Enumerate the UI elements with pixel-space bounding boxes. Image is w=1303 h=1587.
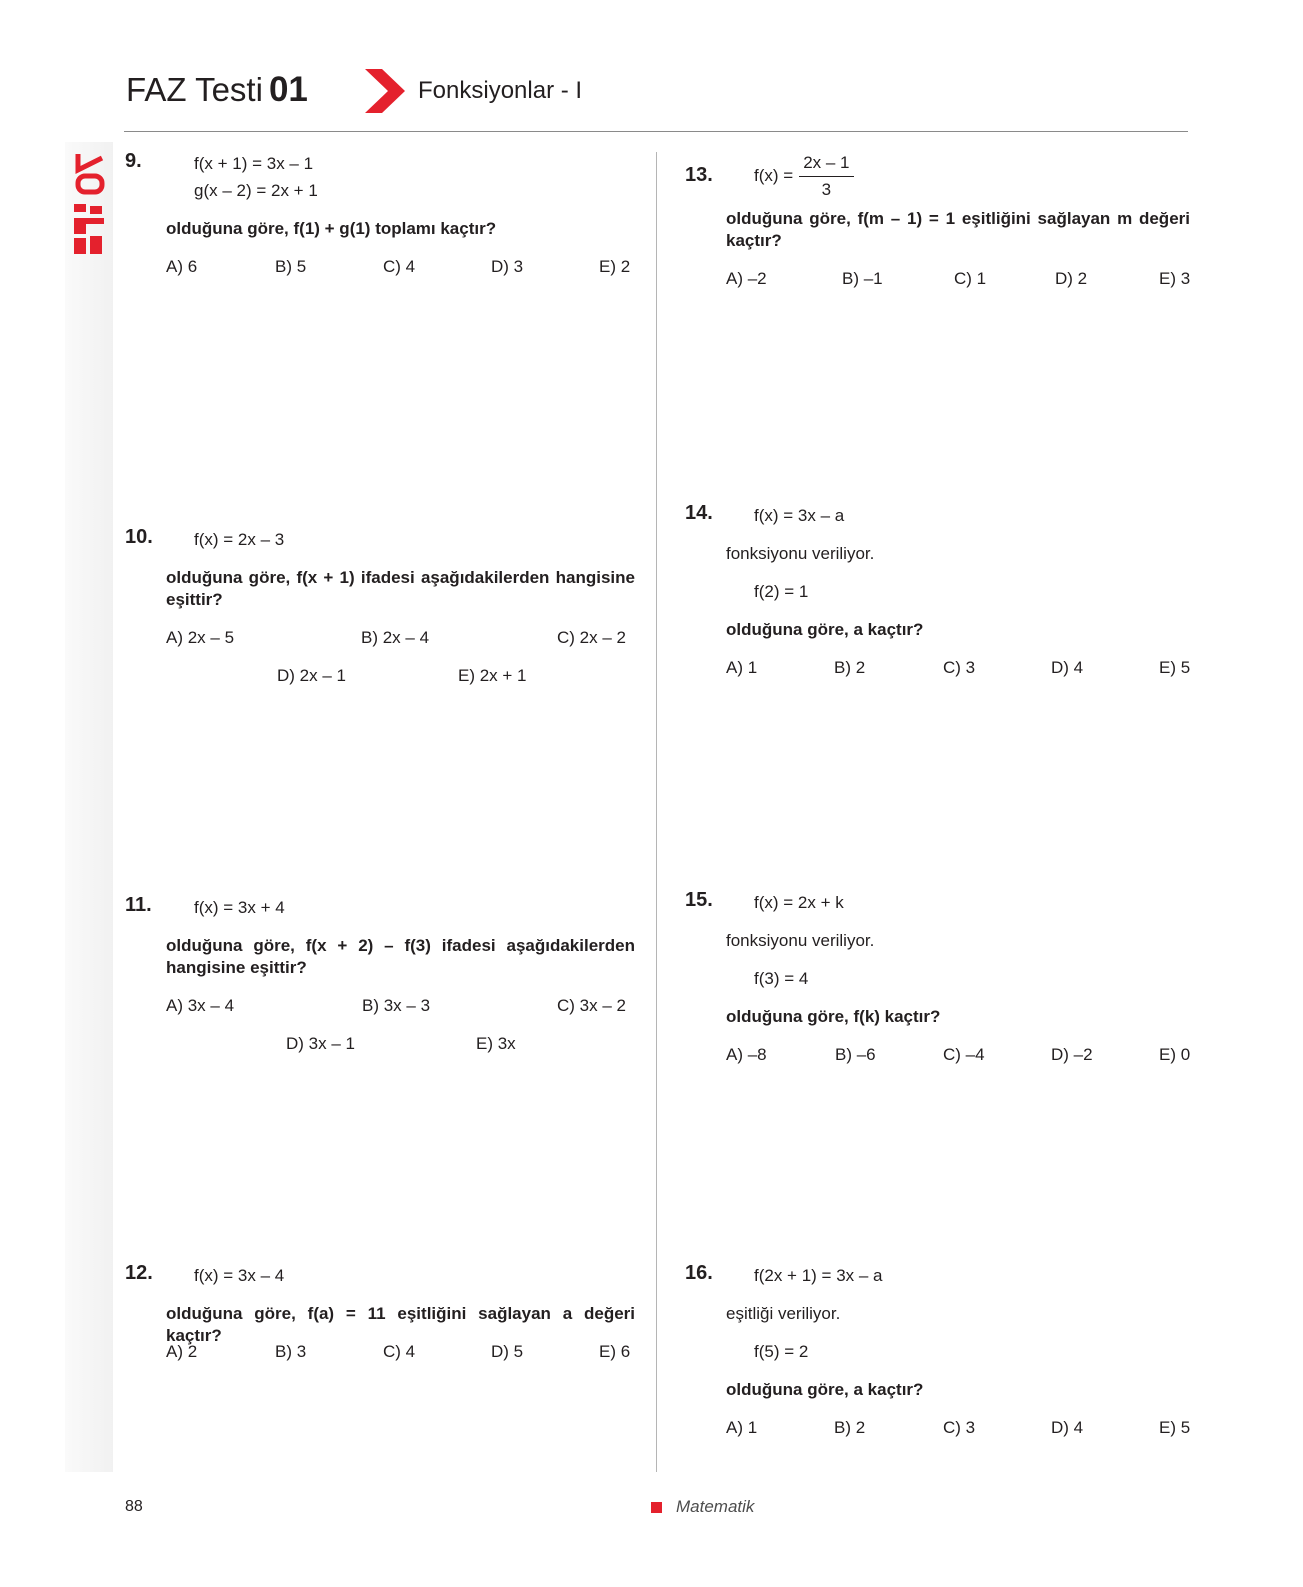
test-title: FAZ Testi (126, 71, 263, 108)
question-info: fonksiyonu veriliyor. (726, 931, 875, 950)
option-b[interactable]: B) –6 (835, 1045, 876, 1064)
option-d[interactable]: D) –2 (1051, 1045, 1093, 1064)
side-margin-strip (65, 142, 113, 1472)
question-condition: f(3) = 4 (754, 969, 809, 988)
page-title (126, 70, 308, 110)
function-definition: f(x) = 2x – 3 (194, 530, 285, 549)
option-a[interactable]: A) 2x – 5 (166, 628, 235, 647)
question-info: fonksiyonu veriliyor. (726, 544, 875, 563)
test-number: 01 (268, 70, 308, 109)
fraction (799, 152, 853, 201)
option-a[interactable]: A) 3x – 4 (166, 996, 235, 1015)
question-stem: olduğuna göre, f(x + 1) ifadesi aşağıdakilerden hangisine eşittir? (166, 568, 635, 609)
option-c[interactable]: C) 1 (954, 269, 987, 288)
option-b[interactable]: B) 2x – 4 (361, 628, 430, 647)
option-e[interactable]: E) 3 (1159, 269, 1191, 288)
question-number: 12. (125, 1262, 153, 1284)
question-14 (685, 502, 1190, 692)
option-b[interactable]: B) 5 (275, 257, 307, 276)
option-d[interactable]: D) 2 (1055, 269, 1088, 288)
option-c[interactable]: C) 4 (383, 1342, 416, 1361)
question-info: eşitliği veriliyor. (726, 1304, 841, 1323)
option-b[interactable]: B) 2 (834, 658, 866, 677)
question-stem: olduğuna göre, a kaçtır? (726, 1380, 924, 1399)
question-16 (685, 1262, 1190, 1452)
option-d[interactable]: D) 4 (1051, 658, 1084, 677)
function-lhs: f(x) = (754, 165, 794, 185)
option-b[interactable]: B) 3x – 3 (362, 996, 431, 1015)
function-definition: f(x) = 3x – a (754, 506, 845, 525)
function-definition (754, 152, 854, 201)
option-a[interactable]: A) 1 (726, 658, 758, 677)
option-b[interactable]: B) 3 (275, 1342, 307, 1361)
question-stem: olduğuna göre, a kaçtır? (726, 620, 924, 639)
fraction-denominator: 3 (821, 180, 832, 199)
question-condition: f(2) = 1 (754, 582, 809, 601)
question-number: 16. (685, 1262, 713, 1284)
option-e[interactable]: E) 5 (1159, 1418, 1191, 1437)
faz-07-side-tab (68, 148, 110, 258)
option-a[interactable]: A) 1 (726, 1418, 758, 1437)
question-12 (125, 1262, 635, 1372)
option-c[interactable]: C) 4 (383, 257, 416, 276)
question-stem: olduğuna göre, f(a) = 11 eşitliğini sağlayan a değeri kaçtır? (166, 1304, 635, 1345)
question-number: 9. (125, 150, 142, 172)
header-divider (124, 131, 1188, 132)
fraction-numerator: 2x – 1 (799, 152, 853, 177)
function-definition: g(x – 2) = 2x + 1 (194, 181, 318, 200)
option-c[interactable]: C) 3 (943, 658, 976, 677)
chevron-right-icon (365, 69, 405, 113)
option-c[interactable]: C) –4 (943, 1045, 985, 1064)
function-definition: f(x) = 2x + k (754, 893, 844, 912)
option-d[interactable]: D) 3x – 1 (286, 1034, 355, 1053)
option-a[interactable]: A) 6 (166, 257, 198, 276)
option-e[interactable]: E) 6 (599, 1342, 631, 1361)
question-stem: olduğuna göre, f(k) kaçtır? (726, 1007, 941, 1026)
option-b[interactable]: B) –1 (842, 269, 883, 288)
option-e[interactable]: E) 2x + 1 (458, 666, 527, 685)
question-stem: olduğuna göre, f(m – 1) = 1 eşitliğini sağlayan m değeri kaçtır? (726, 209, 1190, 250)
function-definition: f(x) = 3x – 4 (194, 1266, 285, 1285)
option-e[interactable]: E) 0 (1159, 1045, 1191, 1064)
question-condition: f(5) = 2 (754, 1342, 809, 1361)
option-d[interactable]: D) 2x – 1 (277, 666, 346, 685)
square-icon (651, 1502, 662, 1513)
question-10 (125, 526, 635, 696)
function-definition: f(x + 1) = 3x – 1 (194, 154, 314, 173)
option-a[interactable]: A) 2 (166, 1342, 198, 1361)
question-number: 11. (125, 894, 152, 916)
option-c[interactable]: C) 2x – 2 (557, 628, 626, 647)
option-d[interactable]: D) 3 (491, 257, 524, 276)
option-e[interactable]: E) 5 (1159, 658, 1191, 677)
question-number: 14. (685, 502, 713, 524)
question-11 (125, 894, 635, 1064)
question-13 (685, 152, 1190, 302)
question-number: 13. (685, 164, 713, 186)
option-e[interactable]: E) 2 (599, 257, 631, 276)
option-d[interactable]: D) 5 (491, 1342, 524, 1361)
function-definition: f(2x + 1) = 3x – a (754, 1266, 883, 1285)
question-number: 15. (685, 889, 713, 911)
option-a[interactable]: A) –8 (726, 1045, 767, 1064)
question-9 (125, 150, 635, 290)
question-stem: olduğuna göre, f(x + 2) – f(3) ifadesi aşağıdakilerden hangisine eşittir? (166, 936, 635, 977)
column-divider (656, 152, 657, 1472)
option-c[interactable]: C) 3 (943, 1418, 976, 1437)
function-definition: f(x) = 3x + 4 (194, 898, 285, 917)
subject-label: Matematik (676, 1497, 755, 1516)
question-stem: olduğuna göre, f(1) + g(1) toplamı kaçtır? (166, 219, 497, 238)
question-number: 10. (125, 526, 153, 548)
chapter-subtitle: Fonksiyonlar - I (418, 77, 583, 104)
page-number: 88 (125, 1498, 143, 1515)
option-c[interactable]: C) 3x – 2 (557, 996, 626, 1015)
option-d[interactable]: D) 4 (1051, 1418, 1084, 1437)
option-b[interactable]: B) 2 (834, 1418, 866, 1437)
option-e[interactable]: E) 3x (476, 1034, 516, 1053)
question-15 (685, 889, 1190, 1079)
option-a[interactable]: A) –2 (726, 269, 767, 288)
